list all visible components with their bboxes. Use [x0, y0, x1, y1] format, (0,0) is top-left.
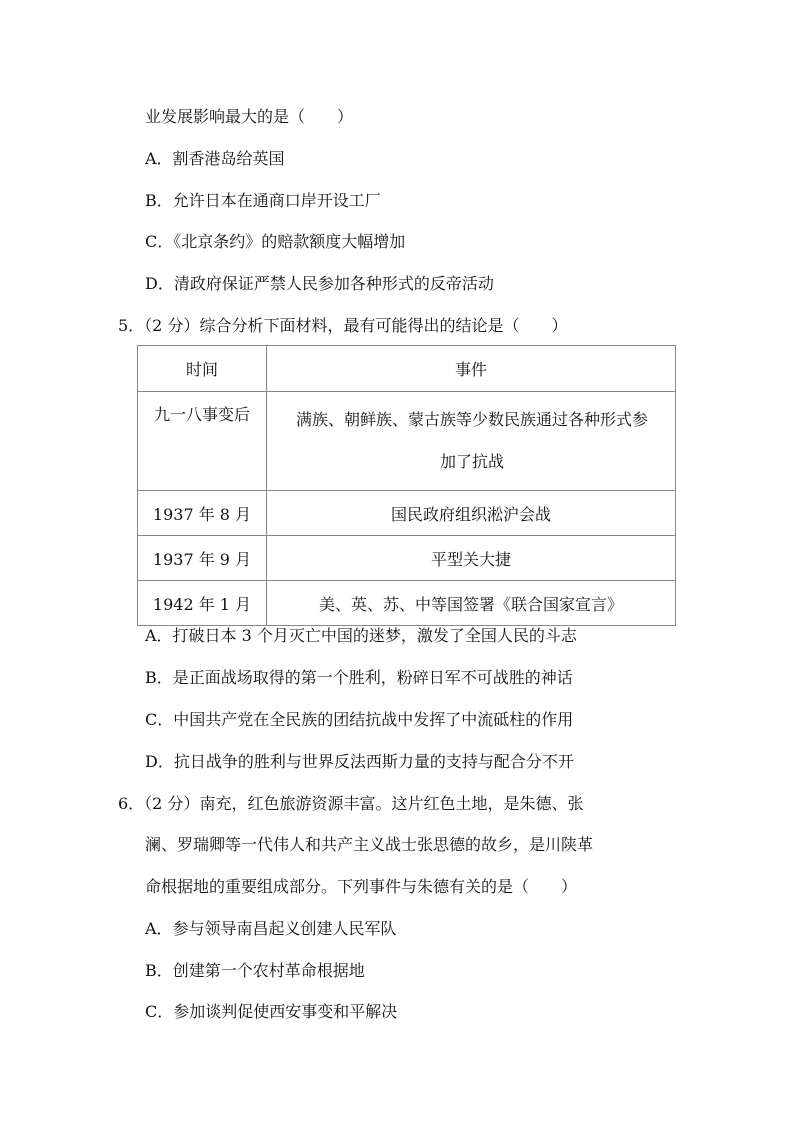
q6-option-c: C．参加谈判促使西安事变和平解决 [145, 1002, 398, 1021]
q6-stem-line-1: 6．（2 分）南充，红色旅游资源丰富。这片红色土地，是朱德、张 [118, 794, 584, 813]
q5-stem: 5．（2 分）综合分析下面材料，最有可能得出的结论是（ ） [118, 316, 568, 335]
row-event-line-2: 加了抗战 [439, 452, 504, 471]
row-event-line-1: 满族、朝鲜族、蒙古族等少数民族通过各种形式参 [295, 410, 648, 429]
q5-option-d: D．抗日战争的胜利与世界反法西斯力量的支持与配合分不开 [145, 752, 574, 771]
row-event: 国民政府组织淞沪会战 [267, 491, 676, 536]
q4-option-c: C．《北京条约》的赔款额度大幅增加 [145, 232, 406, 251]
q4-option-d: D．清政府保证严禁人民参加各种形式的反帝活动 [145, 274, 494, 293]
q4-option-b: B．允许日本在通商口岸开设工厂 [145, 191, 381, 210]
row-event: 平型关大捷 [267, 536, 676, 581]
q4-option-a: A．割香港岛给英国 [145, 149, 285, 168]
row-time: 1937 年 8 月 [138, 491, 267, 536]
row-time: 九一八事变后 [138, 392, 267, 491]
q5-option-b: B．是正面战场取得的第一个胜利，粉碎日军不可战胜的神话 [145, 668, 573, 687]
q5-option-c: C．中国共产党在全民族的团结抗战中发挥了中流砥柱的作用 [145, 710, 574, 729]
table-row [138, 491, 676, 536]
row-event [267, 392, 676, 491]
table-row [138, 392, 676, 491]
table-row [138, 536, 676, 581]
row-event: 美、英、苏、中等国签署《联合国家宣言》 [267, 581, 676, 626]
q5-option-a: A．打破日本 3 个月灭亡中国的迷梦，激发了全国人民的斗志 [145, 626, 577, 645]
header-time: 时间 [138, 346, 267, 392]
q6-option-a: A．参与领导南昌起义创建人民军队 [145, 919, 397, 938]
q4-stem-end: 业发展影响最大的是（ ） [145, 107, 354, 126]
q6-stem-line-3: 命根据地的重要组成部分。下列事件与朱德有关的是（ ） [145, 877, 578, 896]
q6-stem-line-2: 澜、罗瑞卿等一代伟人和共产主义战士张思德的故乡，是川陕革 [145, 835, 594, 854]
header-event: 事件 [267, 346, 676, 392]
q6-option-b: B．创建第一个农村革命根据地 [145, 961, 365, 980]
row-time: 1937 年 9 月 [138, 536, 267, 581]
table-header-row [138, 346, 676, 392]
row-time: 1942 年 1 月 [138, 581, 267, 626]
table-row [138, 581, 676, 626]
q5-events-table [137, 345, 676, 626]
